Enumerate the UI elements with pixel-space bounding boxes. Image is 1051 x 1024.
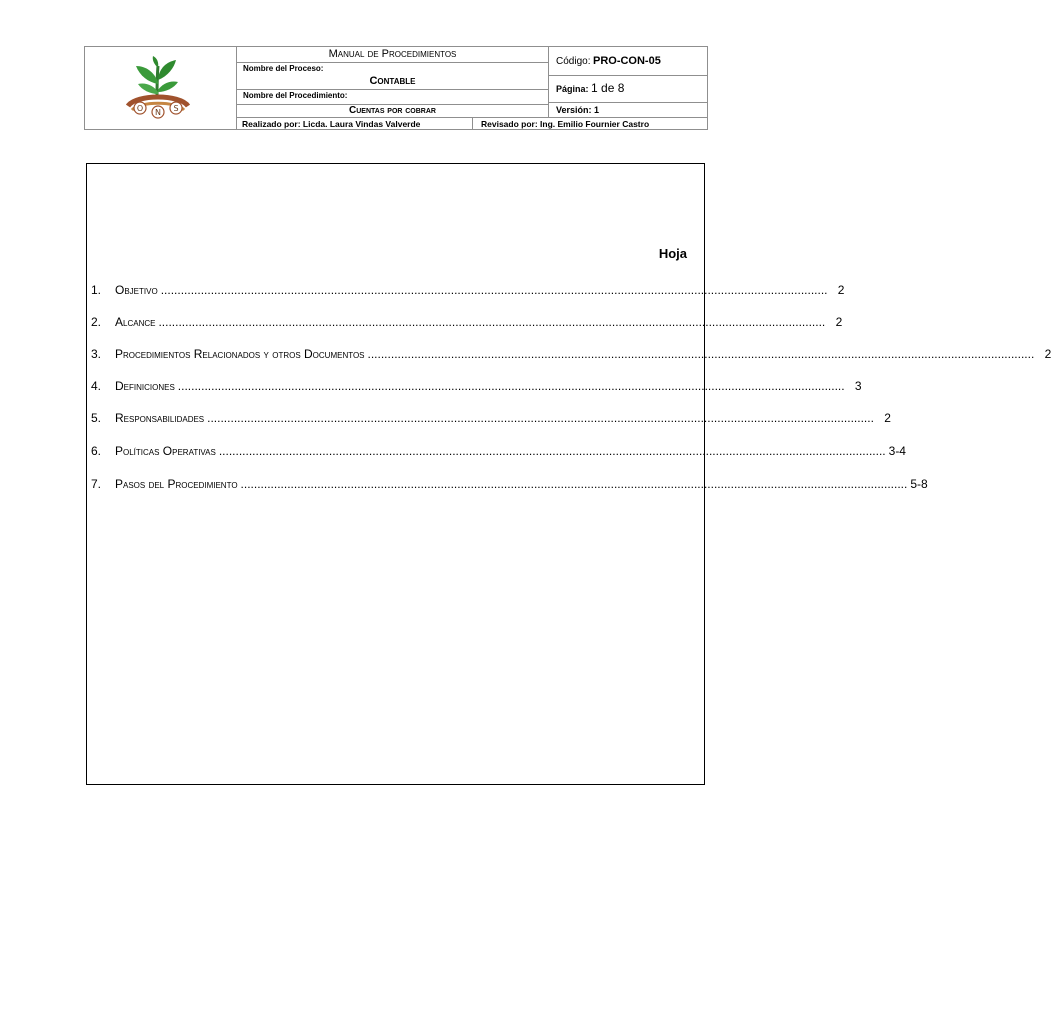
version-field bbox=[556, 105, 599, 116]
toc-item-number: 7. bbox=[91, 477, 102, 491]
toc-item bbox=[91, 377, 862, 393]
page-value: 1 de 8 bbox=[591, 81, 625, 95]
manual-title: Manual de Procedimientos bbox=[328, 48, 457, 60]
procedure-label: Nombre del Procedimiento: bbox=[243, 91, 348, 100]
toc-item-page: 3-4 bbox=[888, 444, 906, 458]
toc-item bbox=[91, 281, 845, 297]
page-field bbox=[556, 82, 624, 95]
toc-item-page: 2 bbox=[835, 315, 843, 329]
company-logo bbox=[122, 54, 194, 120]
toc-leader-dots: ........................................................................................................................................................................................................ bbox=[158, 315, 826, 329]
process-value: Contable bbox=[369, 75, 416, 87]
toc-leader-dots: ........................................................................................................................................................................................................ bbox=[177, 379, 845, 393]
reviewed-by: Revisado por: Ing. Emilio Fournier Castro bbox=[481, 119, 650, 129]
toc-leader-dots: ........................................................................................................................................................................................................ bbox=[367, 347, 1035, 361]
toc-item-page: 2 bbox=[1044, 347, 1051, 361]
toc-item-title: Alcance bbox=[115, 315, 156, 329]
toc-item-number: 4. bbox=[91, 379, 102, 393]
toc-item-title: Responsabilidades bbox=[115, 411, 205, 425]
toc-item-number: 1. bbox=[91, 283, 102, 297]
toc-item-page: 3 bbox=[854, 379, 862, 393]
toc-item-title: Políticas Operativas bbox=[115, 444, 216, 458]
toc-item-page: 5-8 bbox=[910, 477, 928, 491]
toc-item-number: 5. bbox=[91, 411, 102, 425]
toc-item bbox=[91, 313, 843, 329]
toc-leader-dots: ........................................................................................................................................................................................................ bbox=[160, 283, 828, 297]
plant-logo-icon bbox=[122, 54, 194, 120]
code-label: Código: bbox=[556, 56, 591, 67]
procedure-value: Cuentas por cobrar bbox=[349, 105, 436, 116]
svg-text:N: N bbox=[155, 108, 161, 117]
toc-item-title: Pasos del Procedimiento bbox=[115, 477, 238, 491]
page-label: Página: bbox=[556, 84, 589, 94]
toc-leader-dots: ........................................................................................................................................................................................................ bbox=[207, 411, 874, 425]
svg-text:O: O bbox=[136, 104, 144, 113]
code-value: PRO-CON-05 bbox=[592, 55, 661, 67]
toc-item bbox=[91, 409, 891, 425]
version-value: 1 bbox=[594, 105, 600, 115]
svg-text:S: S bbox=[173, 104, 179, 113]
toc-item bbox=[91, 345, 1051, 361]
toc-heading: Hoja bbox=[658, 246, 687, 261]
toc-item-number: 6. bbox=[91, 444, 102, 458]
version-label: Versión: bbox=[556, 105, 592, 115]
toc-leader-dots: ........................................................................................................................................................................................................ bbox=[218, 444, 886, 458]
toc-item-title: Definiciones bbox=[115, 379, 175, 393]
code-field bbox=[556, 55, 661, 68]
toc-item-number: 2. bbox=[91, 315, 102, 329]
toc-item-page: 2 bbox=[837, 283, 845, 297]
toc-item-title: Objetivo bbox=[115, 283, 158, 297]
made-by: Realizado por: Licda. Laura Vindas Valverde bbox=[242, 119, 421, 129]
toc-item-page: 2 bbox=[884, 411, 891, 425]
process-label: Nombre del Proceso: bbox=[243, 64, 324, 73]
toc-item bbox=[91, 475, 928, 491]
toc-item-number: 3. bbox=[91, 347, 102, 361]
toc-item-title: Procedimientos Relacionados y otros Documentos bbox=[115, 347, 365, 361]
toc-item bbox=[91, 442, 906, 458]
toc-leader-dots: ........................................................................................................................................................................................................ bbox=[240, 477, 908, 491]
